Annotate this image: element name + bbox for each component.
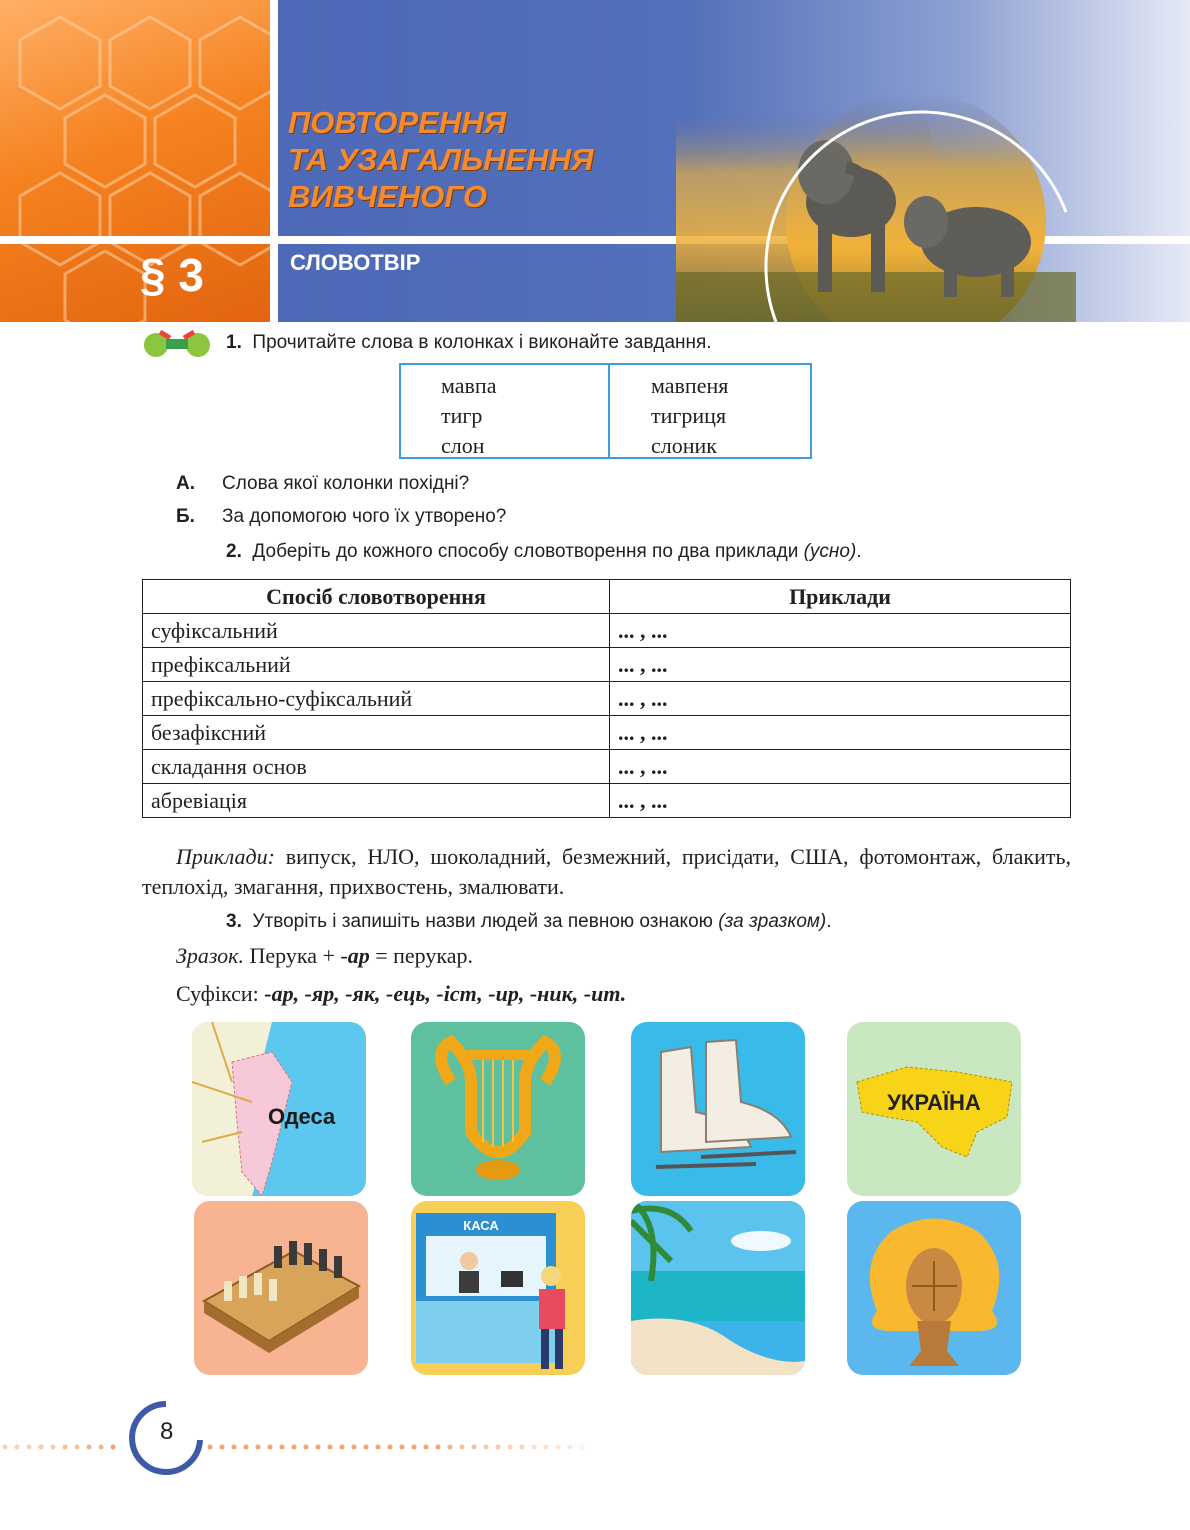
word-item: слоник (651, 433, 717, 458)
sample-suffix: ар (347, 943, 370, 968)
question-label: Б. (176, 506, 195, 527)
exercise-1-text: Прочитайте слова в колонках і виконайте завдання. (252, 332, 712, 353)
table-row (143, 750, 1071, 784)
ukraine-map-image (847, 1022, 1021, 1196)
exercise-1-number: 1. (226, 332, 242, 353)
wig-image (847, 1201, 1021, 1375)
word-columns-box (399, 363, 812, 459)
ukraine-label: УКРАЇНА (887, 1090, 981, 1115)
ice-skates-image (631, 1022, 805, 1196)
exercise-3-text: Утворіть і запишіть назви людей за певною ознакою (252, 911, 719, 932)
suffixes-label: Суфікси: (176, 981, 265, 1006)
table-header-row (143, 580, 1071, 614)
table-cell-examples: ... , ... (610, 648, 1071, 682)
question-text: За допомогою чого їх утворено? (222, 506, 507, 527)
table-cell-examples: ... , ... (610, 614, 1071, 648)
sample-text-a: Перука + - (243, 943, 348, 968)
hexagon-pattern (0, 0, 270, 322)
exercise-2-text: Доберіть до кожного способу словотворення по два приклади (252, 541, 804, 562)
word-column-1 (441, 371, 496, 461)
exercise-1-instruction (226, 332, 712, 354)
table-cell-method: складання основ (143, 750, 610, 784)
odesa-map-image (192, 1022, 366, 1196)
binoculars-icon (140, 326, 214, 360)
kasa-sign: КАСА (463, 1218, 499, 1233)
chapter-title: ПОВТОРЕННЯ ТА УЗАГАЛЬНЕННЯ ВИВЧЕНОГО (288, 105, 594, 214)
exercise-2-note: (усно) (803, 541, 857, 562)
suffixes-line (176, 981, 626, 1007)
question-text: Слова якої колонки похідні? (222, 473, 470, 494)
word-item: тигр (441, 403, 483, 428)
elephants-photo (676, 92, 1190, 322)
word-column-2 (651, 371, 728, 461)
table-cell-method: префіксально-суфіксальний (143, 682, 610, 716)
exercise-2-instruction (226, 541, 862, 563)
header-orange-panel (0, 0, 270, 322)
examples-paragraph (142, 842, 1071, 902)
sample-text-b: = перукар. (369, 943, 473, 968)
question-a (176, 473, 469, 495)
word-item: тигриця (651, 403, 727, 428)
question-label: А. (176, 473, 195, 494)
table-row (143, 648, 1071, 682)
header-divider-vertical (270, 0, 278, 322)
ticket-office-image (411, 1201, 585, 1375)
word-formation-table (142, 579, 1071, 818)
table-cell-method: префіксальний (143, 648, 610, 682)
table-cell-examples: ... , ... (610, 716, 1071, 750)
exercise-2-number: 2. (226, 541, 242, 562)
map-city-label: Одеса (268, 1104, 336, 1129)
table-cell-examples: ... , ... (610, 682, 1071, 716)
word-item: мавпеня (651, 373, 729, 398)
table-cell-method: безафіксний (143, 716, 610, 750)
lyre-image (411, 1022, 585, 1196)
table-header-method: Спосіб словотворення (143, 580, 610, 614)
examples-text: випуск, НЛО, шоколадний, безмежний, присідати, США, фотомонтаж, блакить, теплохід, змагання, прихвостень, змалювати. (142, 844, 1071, 899)
exercise-2-tail: . (856, 541, 862, 562)
table-cell-examples: ... , ... (610, 784, 1071, 818)
table-row (143, 682, 1071, 716)
sample-line (176, 943, 473, 969)
sample-label: Зразок. (176, 943, 244, 968)
table-row (143, 784, 1071, 818)
exercise-3-tail: . (826, 911, 832, 932)
footer-dotted-line (0, 1442, 600, 1452)
section-subtitle: СЛОВОТВІР (290, 250, 421, 275)
exercise-3-instruction (226, 911, 832, 933)
table-cell-examples: ... , ... (610, 750, 1071, 784)
paragraph-number: § 3 (140, 249, 204, 301)
exercise-3-note: (за зразком) (718, 911, 827, 932)
table-row (143, 614, 1071, 648)
chess-image (194, 1201, 368, 1375)
beach-image (631, 1201, 805, 1375)
table-cell-method: абревіація (143, 784, 610, 818)
word-item: мавпа (441, 373, 497, 398)
suffixes-list: -ар, -яр, -як, -ець, -іст, -ир, -ник, -ит. (264, 981, 627, 1006)
column-divider (608, 365, 610, 457)
question-b (176, 506, 506, 528)
page-number: 8 (160, 1418, 174, 1445)
exercise-3-number: 3. (226, 911, 242, 932)
table-cell-method: суфіксальний (143, 614, 610, 648)
table-header-examples: Приклади (610, 580, 1071, 614)
word-item: слон (441, 433, 485, 458)
examples-label: Приклади: (176, 844, 275, 869)
table-row (143, 716, 1071, 750)
